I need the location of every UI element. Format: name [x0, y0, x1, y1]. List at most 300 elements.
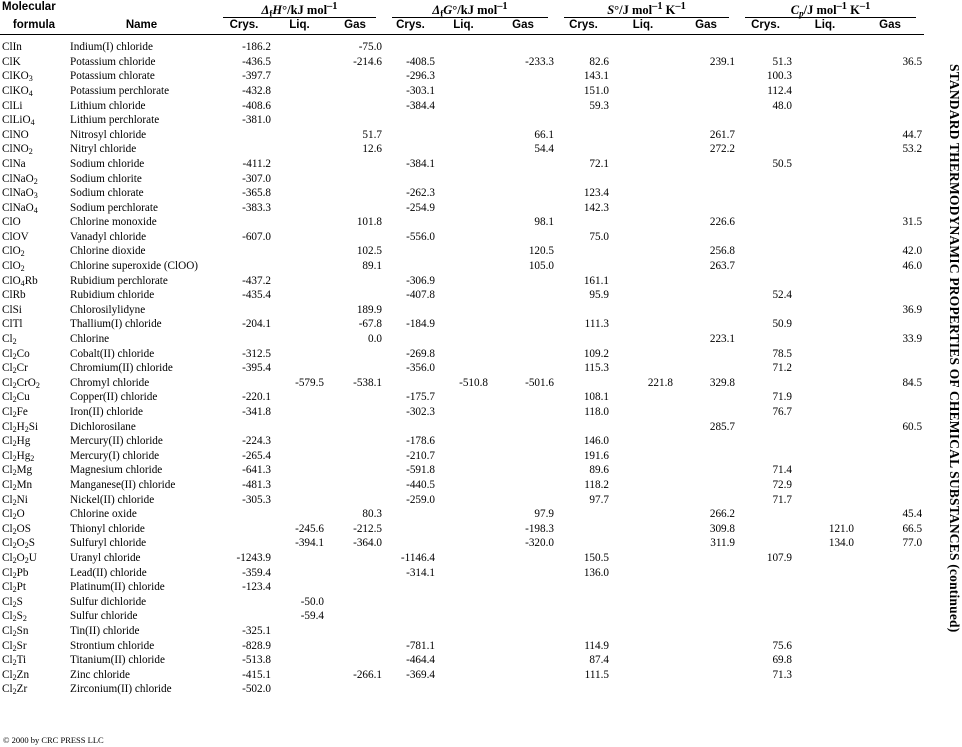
value-cell [490, 390, 556, 405]
value-cell [437, 259, 490, 274]
value-cell: 36.5 [902, 55, 923, 68]
formula-cell: ClLiO$_4$ [2, 114, 35, 128]
value-cell: -75.0 [358, 41, 382, 54]
value-cell [856, 157, 924, 172]
value-cell [490, 420, 556, 435]
value-cell: 329.8 [709, 376, 736, 389]
value-cell [490, 493, 556, 508]
value-cell: 66.5 [902, 522, 923, 535]
value-cell [675, 201, 737, 216]
value-cell [326, 639, 384, 654]
value-cell [273, 186, 326, 201]
value-cell [490, 84, 556, 99]
value-cell [437, 142, 490, 157]
header-gibbs: $\Delta_fG^\circ/kJ$ mol$^{-1}$ [384, 0, 556, 18]
value-cell [490, 566, 556, 581]
value-cell: -538.1 [353, 376, 382, 389]
formula-cell: ClNa [2, 157, 26, 170]
value-cell: -204.1 [242, 318, 271, 331]
value-cell [611, 35, 675, 55]
value-cell: -579.5 [295, 376, 324, 389]
name-cell: Titanium(II) chloride [70, 654, 165, 667]
value-cell [856, 609, 924, 624]
formula-cell: ClO [2, 216, 21, 229]
value-cell [856, 478, 924, 493]
name-cell: Manganese(II) chloride [70, 478, 176, 491]
value-cell [675, 172, 737, 187]
value-cell [675, 99, 737, 114]
value-cell [794, 172, 856, 187]
value-cell: 121.0 [828, 522, 855, 535]
value-cell: 80.3 [362, 508, 382, 521]
value-cell [384, 142, 437, 157]
value-cell [737, 113, 794, 128]
value-cell: 107.9 [766, 551, 793, 564]
table-row [0, 536, 924, 551]
value-cell: -123.4 [242, 581, 271, 594]
value-cell [326, 274, 384, 289]
value-cell: 151.0 [583, 84, 609, 97]
value-cell: 189.9 [356, 303, 382, 316]
value-cell [326, 682, 384, 697]
value-cell [215, 244, 273, 259]
value-cell [856, 347, 924, 362]
value-cell [611, 172, 675, 187]
value-cell [611, 434, 675, 449]
table-row [0, 405, 924, 420]
header-liq: Liq. [611, 18, 675, 35]
value-cell [273, 274, 326, 289]
value-cell [273, 639, 326, 654]
header-name: Name [68, 18, 215, 35]
value-cell [384, 332, 437, 347]
header-enthalpy: $\Delta_fH^\circ/kJ$ mol$^{-1}$ [215, 0, 384, 18]
value-cell: 75.0 [589, 230, 609, 243]
table-row [0, 201, 924, 216]
value-cell [675, 434, 737, 449]
value-cell [611, 405, 675, 420]
value-cell [856, 595, 924, 610]
value-cell [675, 668, 737, 683]
value-cell: 87.4 [589, 654, 609, 667]
value-cell: 84.5 [902, 376, 923, 389]
formula-cell: ClIn [2, 41, 22, 54]
value-cell [437, 69, 490, 84]
value-cell [273, 420, 326, 435]
value-cell [273, 317, 326, 332]
formula-cell: $Cl_2Pt$ [2, 581, 26, 595]
header-liq: Liq. [794, 18, 856, 35]
table-row [0, 69, 924, 84]
value-cell [611, 317, 675, 332]
name-cell: Iron(II) chloride [70, 406, 143, 418]
value-cell [273, 259, 326, 274]
value-cell [326, 84, 384, 99]
value-cell: -408.6 [242, 99, 271, 112]
table-row [0, 128, 924, 143]
value-cell [794, 478, 856, 493]
name-cell: Copper(II) chloride [70, 391, 158, 404]
value-cell: -233.3 [525, 55, 554, 68]
value-cell: 118.0 [584, 406, 609, 418]
value-cell [215, 420, 273, 435]
value-cell: -502.0 [242, 683, 271, 696]
value-cell: 82.6 [589, 55, 609, 68]
formula-cell: ClO$_2$ [2, 260, 25, 274]
table-row [0, 99, 924, 114]
value-cell: -50.0 [300, 595, 324, 608]
value-cell [273, 463, 326, 478]
value-cell [737, 332, 794, 347]
value-cell: -265.4 [242, 449, 271, 462]
value-cell: -266.1 [353, 668, 382, 681]
value-cell: 105.0 [528, 260, 554, 273]
value-cell [384, 215, 437, 230]
value-cell: -314.1 [406, 566, 435, 579]
value-cell: 71.7 [772, 493, 793, 506]
value-cell [737, 186, 794, 201]
value-cell [273, 55, 326, 70]
value-cell: -415.1 [242, 668, 271, 681]
value-cell [737, 172, 794, 187]
value-cell: -435.4 [242, 289, 271, 302]
table-row [0, 274, 924, 289]
value-cell [794, 449, 856, 464]
value-cell [794, 347, 856, 362]
value-cell [326, 463, 384, 478]
value-cell: 123.4 [583, 187, 609, 200]
table-row [0, 172, 924, 187]
value-cell [611, 230, 675, 245]
value-cell: 76.7 [772, 406, 793, 418]
table-row [0, 186, 924, 201]
value-cell: -395.4 [242, 362, 271, 375]
value-cell [384, 507, 437, 522]
value-cell [856, 653, 924, 668]
value-cell: -828.9 [242, 639, 271, 652]
name-cell: Tin(II) chloride [70, 624, 140, 637]
value-cell [737, 536, 794, 551]
value-cell: 71.3 [772, 668, 793, 681]
formula-cell: ClK [2, 55, 21, 68]
table-row [0, 566, 924, 581]
value-cell [326, 347, 384, 362]
value-cell [215, 536, 273, 551]
name-cell: Sulfur dichloride [70, 595, 147, 608]
table-row [0, 522, 924, 537]
value-cell [556, 522, 611, 537]
value-cell [490, 303, 556, 318]
value-cell [215, 332, 273, 347]
value-cell: -59.4 [300, 610, 324, 623]
value-cell [794, 69, 856, 84]
formula-cell: ClKO$_4$ [2, 84, 33, 98]
value-cell: 285.7 [709, 420, 736, 433]
value-cell [437, 128, 490, 143]
value-cell [856, 493, 924, 508]
value-cell [490, 332, 556, 347]
value-cell [215, 259, 273, 274]
value-cell: 114.9 [584, 639, 609, 652]
value-cell [675, 288, 737, 303]
value-cell: 59.3 [589, 99, 609, 112]
value-cell [794, 215, 856, 230]
value-cell: 36.9 [902, 303, 923, 316]
name-cell: Chlorine superoxide (ClOO) [70, 260, 199, 273]
value-cell [273, 682, 326, 697]
value-cell: 118.2 [584, 478, 609, 491]
value-cell [384, 376, 437, 391]
name-cell: Chlorine dioxide [70, 245, 146, 258]
value-cell: -513.8 [242, 654, 271, 667]
name-cell: Chromyl chloride [70, 376, 150, 389]
table-row [0, 244, 924, 259]
value-cell [556, 215, 611, 230]
value-cell [437, 434, 490, 449]
value-cell [490, 274, 556, 289]
value-cell [384, 624, 437, 639]
value-cell: 97.7 [589, 493, 609, 506]
table-row [0, 478, 924, 493]
value-cell [556, 609, 611, 624]
value-cell [437, 201, 490, 216]
value-cell [737, 682, 794, 697]
value-cell [856, 186, 924, 201]
value-cell [384, 172, 437, 187]
formula-cell: $Cl_2Cr$ [2, 362, 28, 376]
value-cell [794, 288, 856, 303]
name-cell: Sodium perchlorate [70, 201, 158, 214]
value-cell [490, 682, 556, 697]
value-cell [794, 551, 856, 566]
value-cell [326, 172, 384, 187]
value-cell: -320.0 [525, 537, 554, 550]
name-cell: Lithium chloride [70, 99, 146, 112]
table-row [0, 420, 924, 435]
value-cell [856, 230, 924, 245]
value-cell [611, 536, 675, 551]
value-cell [384, 609, 437, 624]
value-cell [556, 244, 611, 259]
value-cell: 311.9 [710, 537, 736, 550]
name-cell: Indium(I) chloride [70, 41, 153, 54]
name-cell: Sodium chlorate [70, 187, 144, 200]
value-cell [611, 186, 675, 201]
value-cell [675, 274, 737, 289]
value-cell [611, 244, 675, 259]
name-cell: Magnesium chloride [70, 464, 163, 477]
value-cell [737, 35, 794, 55]
table-row [0, 390, 924, 405]
value-cell [611, 566, 675, 581]
value-cell [794, 99, 856, 114]
value-cell [273, 624, 326, 639]
value-cell: -359.4 [242, 566, 271, 579]
value-cell [794, 580, 856, 595]
value-cell: -411.2 [242, 157, 271, 170]
value-cell [737, 274, 794, 289]
value-cell [737, 420, 794, 435]
value-cell [437, 113, 490, 128]
value-cell [675, 113, 737, 128]
table-row [0, 609, 924, 624]
value-cell [611, 84, 675, 99]
value-cell: 100.3 [766, 70, 793, 83]
value-cell: 239.1 [709, 55, 736, 68]
value-cell [437, 35, 490, 55]
value-cell [215, 522, 273, 537]
value-cell [273, 493, 326, 508]
value-cell: 75.6 [772, 639, 793, 652]
formula-cell: $Cl_2Zn$ [2, 668, 30, 682]
value-cell [737, 522, 794, 537]
value-cell [384, 536, 437, 551]
name-cell: Chlorine oxide [70, 508, 137, 521]
table-row [0, 682, 924, 697]
header-crys: Crys. [384, 18, 437, 35]
value-cell [490, 35, 556, 55]
table-row [0, 347, 924, 362]
header-liq: Liq. [273, 18, 326, 35]
value-cell [490, 551, 556, 566]
value-cell: -312.5 [242, 347, 271, 360]
value-cell [437, 274, 490, 289]
value-cell [437, 347, 490, 362]
value-cell [384, 303, 437, 318]
value-cell: -510.8 [459, 376, 488, 389]
value-cell: 71.2 [772, 362, 793, 375]
value-cell [273, 157, 326, 172]
value-cell [794, 201, 856, 216]
value-cell [794, 390, 856, 405]
table-row [0, 142, 924, 157]
value-cell [856, 551, 924, 566]
value-cell: -481.3 [242, 478, 271, 491]
value-cell: -591.8 [406, 464, 435, 477]
value-cell [556, 35, 611, 55]
value-cell [675, 478, 737, 493]
value-cell [856, 405, 924, 420]
value-cell: 108.1 [583, 391, 609, 404]
value-cell [437, 99, 490, 114]
table-row [0, 653, 924, 668]
value-cell [273, 361, 326, 376]
name-cell: Thallium(I) chloride [70, 318, 162, 331]
header-crys: Crys. [215, 18, 273, 35]
name-cell: Platinum(II) chloride [70, 581, 165, 594]
value-cell: 272.2 [709, 143, 736, 156]
value-cell [737, 624, 794, 639]
value-cell: -432.8 [242, 84, 271, 97]
name-cell: Sulfuryl chloride [70, 537, 147, 550]
value-cell [556, 376, 611, 391]
value-cell: -394.1 [295, 537, 324, 550]
value-cell [794, 259, 856, 274]
value-cell: 42.0 [902, 245, 923, 258]
value-cell: 33.9 [902, 333, 923, 346]
value-cell [675, 35, 737, 55]
value-cell: 112.4 [767, 84, 793, 97]
header-gas: Gas [856, 18, 924, 35]
formula-cell: $Cl_2O_2S$ [2, 537, 35, 551]
formula-cell: $Cl_2Zr$ [2, 683, 28, 697]
value-cell [437, 639, 490, 654]
value-cell [490, 317, 556, 332]
value-cell: -224.3 [242, 435, 271, 448]
value-cell [856, 463, 924, 478]
name-cell: Potassium chlorate [70, 70, 155, 83]
value-cell [794, 434, 856, 449]
value-cell [437, 84, 490, 99]
value-cell [794, 376, 856, 391]
value-cell [675, 449, 737, 464]
value-cell [273, 288, 326, 303]
value-cell [856, 274, 924, 289]
value-cell [675, 493, 737, 508]
name-cell: Nitrosyl chloride [70, 128, 147, 141]
formula-cell: $Cl_2Fe$ [2, 406, 28, 420]
value-cell [490, 639, 556, 654]
value-cell: 72.9 [772, 478, 793, 491]
value-cell [611, 463, 675, 478]
value-cell: -501.6 [525, 376, 554, 389]
value-cell: -184.9 [406, 318, 435, 331]
value-cell: -67.8 [358, 318, 382, 331]
value-cell: 261.7 [709, 128, 736, 141]
value-cell [794, 609, 856, 624]
formula-cell: $Cl_2$ [2, 333, 17, 347]
name-cell: Potassium perchlorate [70, 84, 170, 97]
value-cell [490, 172, 556, 187]
table-row [0, 668, 924, 683]
table-row [0, 215, 924, 230]
value-cell [556, 507, 611, 522]
value-cell: 71.4 [772, 464, 793, 477]
value-cell: 78.5 [772, 347, 793, 360]
value-cell [611, 595, 675, 610]
value-cell: -408.5 [406, 55, 435, 68]
value-cell [273, 434, 326, 449]
value-cell [737, 580, 794, 595]
value-cell [611, 493, 675, 508]
table-row [0, 595, 924, 610]
value-cell: -186.2 [242, 41, 271, 54]
value-cell [437, 580, 490, 595]
value-cell [490, 157, 556, 172]
value-cell: -607.0 [242, 230, 271, 243]
value-cell [794, 157, 856, 172]
value-cell [556, 142, 611, 157]
value-cell: 72.1 [589, 157, 609, 170]
value-cell: 101.8 [356, 216, 382, 229]
value-cell [326, 420, 384, 435]
table-row [0, 55, 924, 70]
value-cell [326, 69, 384, 84]
formula-cell: ClNaO$_4$ [2, 201, 38, 215]
value-cell: -384.4 [406, 99, 435, 112]
value-cell [273, 172, 326, 187]
value-cell: -245.6 [295, 522, 324, 535]
value-cell [611, 551, 675, 566]
value-cell [326, 390, 384, 405]
value-cell [856, 639, 924, 654]
value-cell: -365.8 [242, 187, 271, 200]
formula-cell: $Cl_2H_2Si$ [2, 420, 39, 434]
value-cell: 69.8 [772, 654, 793, 667]
value-cell [215, 128, 273, 143]
table-row [0, 639, 924, 654]
value-cell: 191.6 [583, 449, 609, 462]
